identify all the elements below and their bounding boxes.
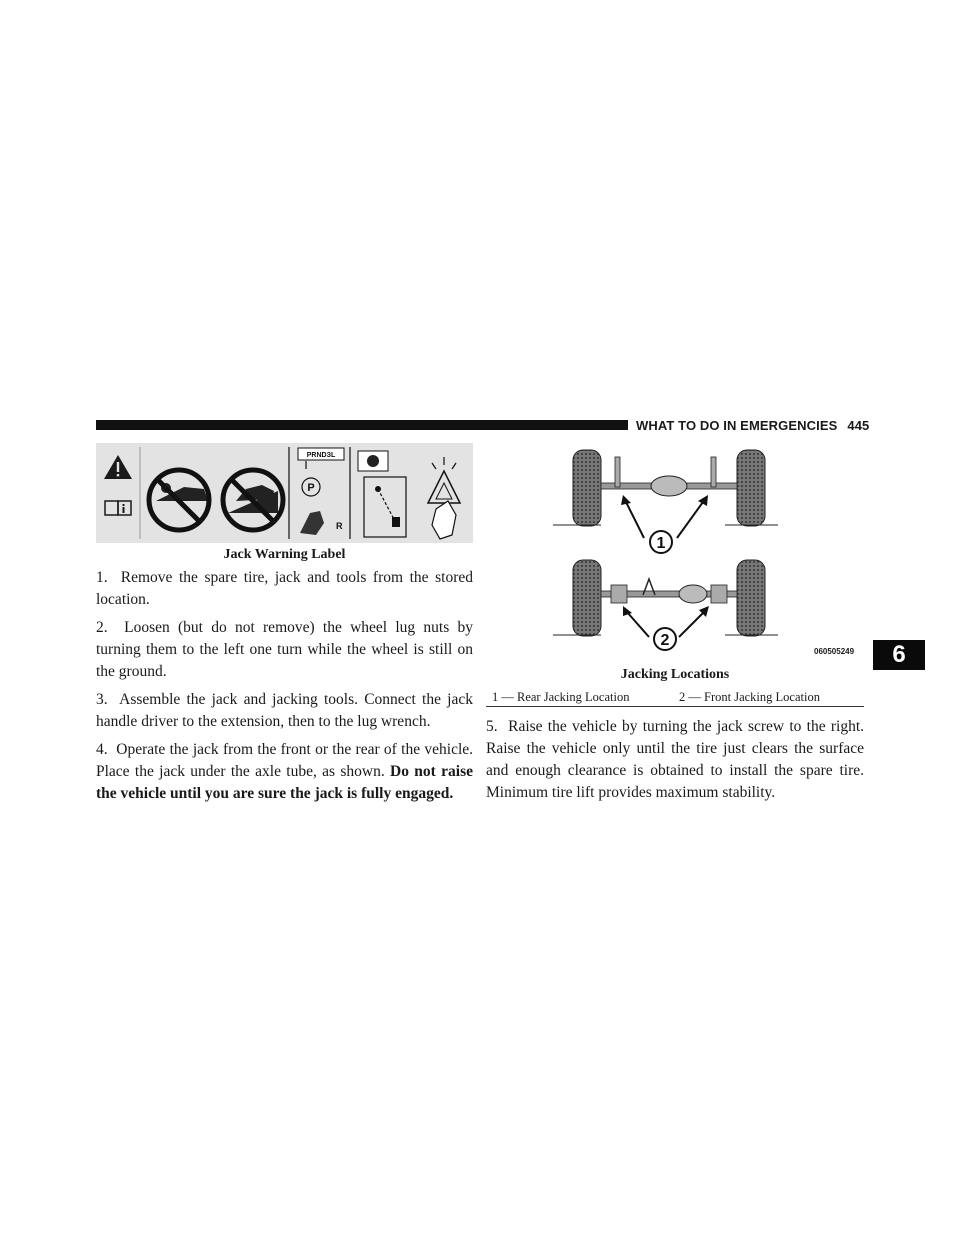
svg-text:PRNDЗL: PRNDЗL — [306, 452, 336, 459]
wheel-chock-diagram-icon — [358, 451, 406, 537]
front-axle-diagram — [553, 560, 778, 636]
step-4: 4. Operate the jack from the front or the rear of the vehicle. Place the jack under the axle tube, as shown. Do not raise the vehicle until you are sure the jack is fully engaged. — [96, 741, 474, 802]
figure-caption: Jacking Locations — [620, 667, 730, 682]
chapter-tab: 6 — [873, 640, 925, 670]
legend-rule — [486, 706, 864, 707]
jack-warning-label — [96, 443, 473, 543]
step-1: 1. Remove the spare tire, jack and tools from the stored location. — [96, 569, 473, 608]
step-4-warning: Do not raise the vehicle until you are sure the jack is fully engaged. — [96, 763, 474, 802]
figure-id: 060505249 — [814, 647, 855, 656]
callout-1-label: 1 — [656, 535, 666, 552]
jacking-locations-figure — [553, 445, 863, 663]
running-header — [636, 418, 869, 433]
legend-rear: 1 — Rear Jacking Location — [492, 690, 630, 704]
hazard-button-icon — [428, 457, 460, 539]
no-person-under-vehicle-icon — [149, 470, 209, 530]
step-5: 5. Raise the vehicle by turning the jack screw to the right. Raise the vehicle only until the tire just clears the surface and enough clearance is obtained to install the spare tire. Minimum tire lift provides maximum stability. — [486, 718, 864, 801]
manual-book-icon — [105, 501, 131, 515]
no-jacking-on-slope-icon — [223, 470, 283, 530]
rear-axle-diagram — [553, 450, 778, 526]
gear-selector-icon — [298, 448, 344, 535]
step-2: 2. Loosen (but do not remove) the wheel lug nuts by turning them to the left one turn while the wheel is still on the ground. — [96, 619, 473, 680]
svg-text:P: P — [307, 482, 315, 494]
warning-triangle-icon — [104, 455, 132, 479]
section-title: WHAT TO DO IN EMERGENCIES — [636, 418, 838, 433]
svg-text:R: R — [336, 521, 343, 531]
step-3: 3. Assemble the jack and jacking tools. Connect the jack handle driver to the extension, then to the lug wrench. — [96, 691, 473, 730]
callout-2-label: 2 — [660, 632, 670, 649]
page-number: 445 — [847, 418, 870, 433]
jack-warning-label-graphic — [96, 443, 473, 543]
header-rule — [96, 420, 628, 430]
legend-front: 2 — Front Jacking Location — [679, 690, 820, 704]
warning-label-caption: Jack Warning Label — [223, 547, 346, 562]
